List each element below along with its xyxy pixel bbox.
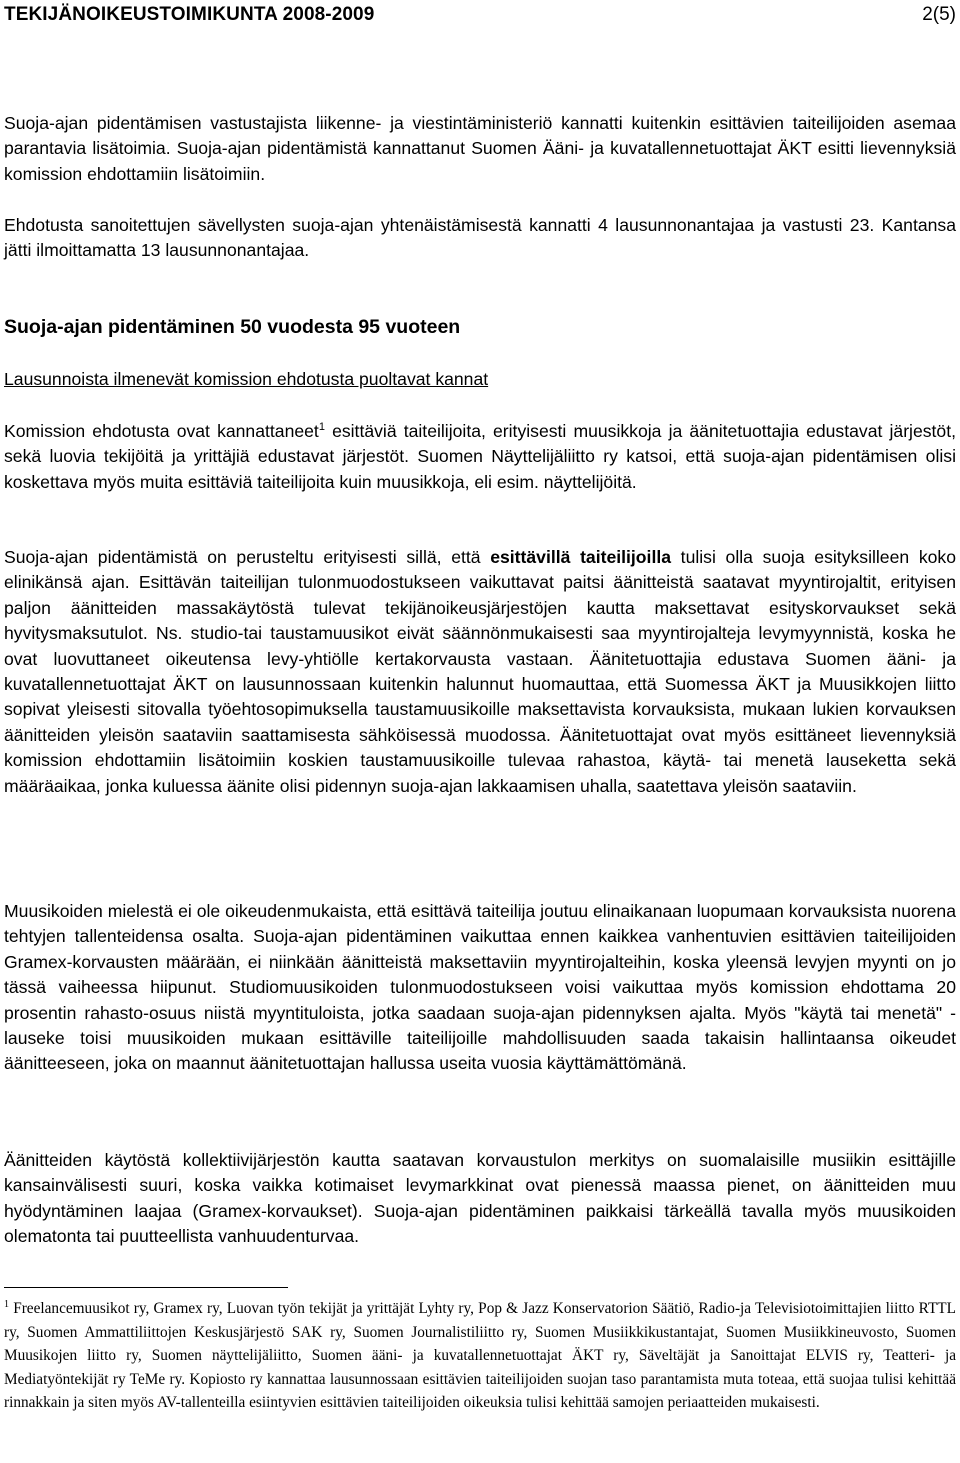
page-number: 2(5) — [922, 4, 956, 25]
page-header — [4, 4, 956, 30]
body-paragraph-1 — [4, 419, 956, 495]
paragraph-text: Komission ehdotusta ovat kannattaneet — [4, 421, 319, 441]
emphasis-text: esittävillä taiteilijoilla — [490, 547, 672, 567]
section-heading: Suoja-ajan pidentäminen 50 vuodesta 95 vuoteen — [4, 316, 461, 338]
paragraph-text: esittäviä taiteilijoita, erityisesti muusikkoja ja äänitetuottajia edustavat järjestöt, sekä luovia tekijöitä ja yrittäjiä edustavat järjestöt. Suomen Näyttelijäliitto ry katsoi, että suoja-ajan pidentämisen olisi koskettava myös muita esittäviä taiteilijoita kuin muusikkoja, eli esim. näyttelijöitä. — [4, 421, 956, 492]
body-paragraph-2 — [4, 545, 956, 799]
body-paragraph-3: Muusikoiden mielestä ei ole oikeudenmukaista, että esittävä taiteilija joutuu elinaikanaan luopumaan korvauksista nuorena tehtyjen tallenteidensa osalta. Suoja-ajan pidentäminen vaikuttaa ennen kaikkea vanhentuvien esittävien taiteilijoiden Gramex-korvausten määrään, ei niinkään äänitteistä maksettaviin myyntirojalteihin, koska yleensä levyjen myynti on jo tässä vaiheessa hiipunut. Studiomuusikoiden tulonmuodostukseen voisi vaikuttaa myös komission ehdottama 20 prosentin rahasto-osuus niistä myyntituloista, jotka saadaan suoja-ajan pidennyksen ajalta. Myös "käytä tai menetä" - lauseke toisi muusikoiden mukaan esittäville taiteilijoille mahdollisuuden saada takaisin hallintaansa oikeudet äänitteeseen, joka on maannut äänitetuottajan hallussa useita vuosia käyttämättömänä. — [4, 901, 956, 1074]
footnote-separator — [4, 1287, 288, 1288]
footnote-text: Freelancemuusikot ry, Gramex ry, Luovan työn tekijät ja yrittäjät Lyhty ry, Pop & Jazz Konservatorion Säätiö, Radio-ja Televisiotoimittajien liitto RTTL ry, Suomen Ammattiliittojen Keskusjärjestö SAK ry, Suomen Journalistiliitto ry, Suomen Musiikkikustantajat, Suomen Musiikkineuvosto, Suomen Muusikojen liitto ry, Suomen näyttelijäliitto, Suomen ääni- ja kuvatallennetuottajat ÄKT ry, Säveltäjät ja Sanoittajat ELVIS ry, Teatteri- ja Mediatyöntekijät ry TeMe ry. Kopiosto ry kannattaa lausunnossaan esittävien taiteilijoiden suojan taso parantamista muta toteaa, että suojaa tulisi kehittää rinnakkain ja siten myös AV-tallenteilla esiintyvien esittävien taiteilijoiden oikeuksia tulisi kehittää samojen periaatteiden mukaisesti. — [4, 1300, 956, 1412]
paragraph-text: Suoja-ajan pidentämistä on perusteltu erityisesti sillä, että — [4, 547, 491, 567]
document-title: TEKIJÄNOIKEUSTOIMIKUNTA 2008-2009 — [4, 4, 375, 25]
section-subheading: Lausunnoista ilmenevät komission ehdotusta puoltavat kannat — [4, 369, 489, 389]
intro-paragraph-1: Suoja-ajan pidentämisen vastustajista liikenne- ja viestintäministeriö kannatti kuitenkin esittävien taiteilijoiden asemaa parantavia lisätoimia. Suoja-ajan pidentämistä kannattanut Suomen Ääni- ja kuvatallennetuottajat ÄKT esitti lievennyksiä komission ehdottamiin lisätoimiin. — [4, 113, 956, 184]
footnote-reference: 1 — [318, 421, 325, 434]
intro-paragraph-2: Ehdotusta sanoitettujen sävellysten suoja-ajan yhtenäistämisestä kannatti 4 lausunnonantajaa ja vastusti 23. Kantansa jätti ilmoittamatta 13 lausunnonantajaa. — [4, 215, 956, 261]
footnote-marker: 1 — [4, 1298, 9, 1310]
paragraph-text: tulisi olla suoja esityksilleen koko elinikänsä ajan. Esittävän taiteilijan tulonmuodostukseen vaikuttavat paitsi äänitteistä saatavat myyntirojaltit, erityisen paljon äänitteiden massakäytöstä tulevat tekijänoikeusjärjestöjen kautta maksettavat esityskorvaukset sekä hyvitysmaksutulot. Ns. studio-tai taustamuusikot eivät säännönmukaisesti saa myyntirojalteja levymyynnistä, koska he ovat luovuttaneet oikeutensa levy-yhtiölle kertakorvausta vastaan. Äänitetuottajia edustava Suomen ääni- ja kuvatallennetuottajat ÄKT on lausunnossaan kuitenkin halunnut huomauttaa, että Suomessa ÄKT ja Muusikkojen liitto sopivat yleisesti sitovalla työehtosopimuksella taustamuusikoille maksettavista korvauksista, mukaan lukien korvauksen äänitteiden yleisön saataviin saattamisesta sähköisessä muodossa. Äänitetuottajat ovat myös esittäneet lievennyksiä komission ehdottamiin lisätoimiin koskien taustamuusikoille tulevaa rahastoa, käytä- tai menetä lauseketta sekä määräaikaa, jonka kuluessa äänite olisi pidennyn suoja-ajan lakkaamisen uhalla, saatettava yleisön saataviin. — [4, 547, 956, 796]
footnote — [4, 1297, 956, 1415]
body-paragraph-4: Äänitteiden käytöstä kollektiivijärjestön kautta saatavan korvaustulon merkitys on suomalaisille musiikin esittäjille kansainvälisesti suuri, koska vaikka kotimaiset levymarkkinat ovat pienessä maassa pienet, on äänitteiden muu hyödyntäminen laajaa (Gramex-korvaukset). Suoja-ajan pidentäminen paikkaisi tärkeällä tavalla myös muusikoiden olematonta tai puutteellista vanhuudenturvaa. — [4, 1150, 956, 1247]
